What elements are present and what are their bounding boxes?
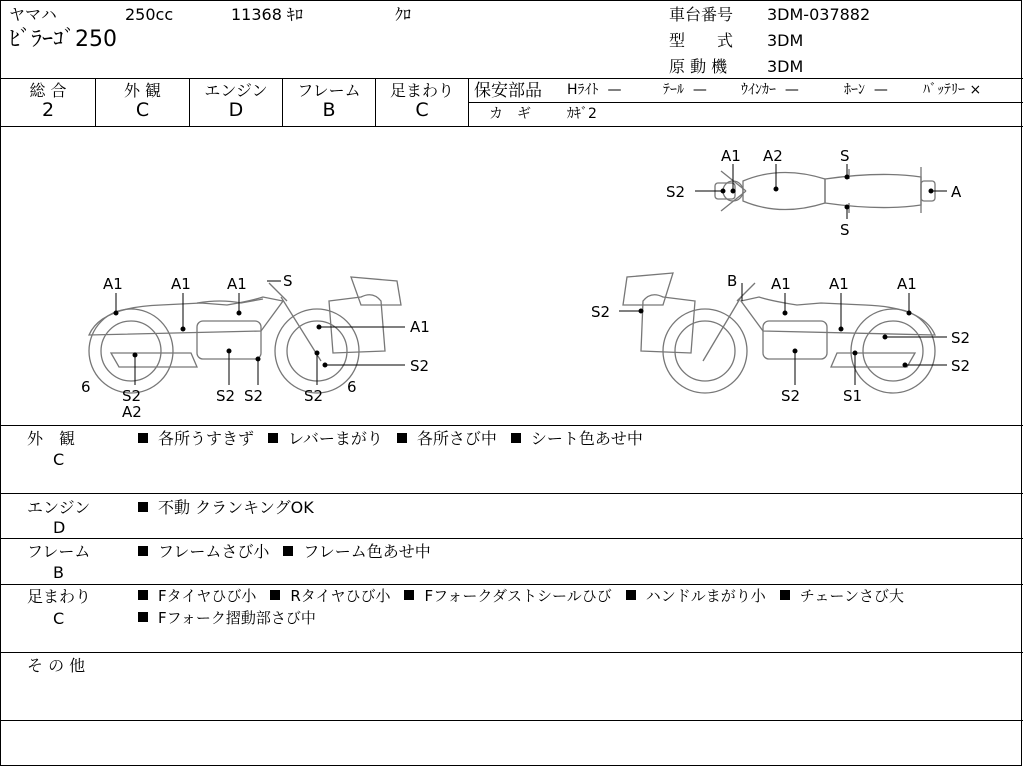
key-label: カ ギ <box>489 106 531 122</box>
note-suspension-items: Fタイヤひび小 Rタイヤひび小 Fフォークダストシールひび ハンドルまがり小 チェーンさび大 <box>138 589 918 604</box>
note-suspension-label: 足まわり <box>27 587 92 606</box>
diagram-label: A1 <box>410 318 430 336</box>
note-exterior-label: 外 観 <box>27 429 76 448</box>
displacement: 250cc <box>125 5 174 24</box>
diagram-label: 6 <box>347 378 357 396</box>
diagram-label: S2 <box>951 329 971 347</box>
engine-label: 原 動 機 <box>669 57 728 76</box>
diagram-label: S2 <box>216 387 236 405</box>
note-suspension-items-2: Fフォーク摺動部さび中 <box>138 611 330 626</box>
diagram-label: A1 <box>897 275 917 293</box>
engine-value: 3DM <box>767 57 804 76</box>
key-value: ｶｷﾞ2 <box>567 106 597 122</box>
diagram-label: S2 <box>781 387 801 405</box>
diagram-label: A <box>951 183 962 201</box>
note-exterior-items: 各所うすきず レバーまがり 各所さび中 シート色あせ中 <box>138 431 657 447</box>
diagram-label: B <box>727 272 738 290</box>
note-engine-label: エンジン <box>27 498 91 517</box>
diagram-label: S2 <box>951 357 971 375</box>
diagram-label: A2 <box>763 147 783 165</box>
diagram-label: S1 <box>843 387 863 405</box>
grade-total-value: 2 <box>41 99 55 121</box>
note-engine-items: 不動 クランキングOK <box>138 500 328 516</box>
grade-engine-label: エンジン <box>204 81 268 100</box>
top-view-bike <box>715 167 935 213</box>
note-frame-grade: B <box>53 563 64 582</box>
note-frame-label: フレーム <box>27 542 91 561</box>
diagram-label: S2 <box>591 303 611 321</box>
safety-label: 保安部品 <box>474 81 542 101</box>
grade-frame-label: フレーム <box>297 81 361 100</box>
grade-suspension-label: 足まわり <box>389 81 454 100</box>
grade-suspension-value: C <box>415 99 429 121</box>
grade-exterior-label: 外 観 <box>123 81 162 100</box>
diagram-label: S2 <box>244 387 264 405</box>
diagram-label: 6 <box>81 378 91 396</box>
maker: ヤマハ <box>9 5 57 24</box>
note-suspension-grade: C <box>53 609 65 628</box>
safety-horn: ﾎｰﾝ — <box>844 82 888 98</box>
divider <box>1 78 1023 79</box>
diagram-label: S2 <box>410 357 430 375</box>
safety-battery: ﾊﾞｯﾃﾘｰ × <box>923 82 982 98</box>
note-exterior-grade: C <box>53 450 65 469</box>
diagram-label: S <box>840 221 850 239</box>
left-side-bike <box>89 277 401 393</box>
note-engine-grade: D <box>53 518 66 537</box>
diagram-label: A1 <box>721 147 741 165</box>
diagram-label: A1 <box>771 275 791 293</box>
note-other-label: そ の 他 <box>27 656 86 675</box>
diagram-label: S <box>840 147 850 165</box>
frame-no-label: 車台番号 <box>669 5 734 24</box>
model-name: ﾋﾞﾗｰｺﾞ250 <box>9 27 117 52</box>
diagram-label: A2 <box>122 403 142 421</box>
diagram-label: A1 <box>829 275 849 293</box>
grade-total-label: 総 合 <box>29 81 67 100</box>
safety-headlight: Hﾗｲﾄ — <box>567 82 622 98</box>
grade-frame-value: B <box>322 99 336 121</box>
mileage: 11368 ｷﾛ <box>231 5 303 24</box>
grade-exterior-value: C <box>135 99 150 121</box>
diagram-label: S2 <box>122 387 142 405</box>
frame-no: 3DM-037882 <box>767 5 871 24</box>
diagram-label: A1 <box>227 275 247 293</box>
diagram-label: S2 <box>304 387 324 405</box>
diagram-label: A1 <box>171 275 191 293</box>
note-frame-items: フレームさび小 フレーム色あせ中 <box>138 544 445 560</box>
grade-engine-value: D <box>228 99 244 121</box>
damage-diagram <box>1 127 1023 425</box>
diagram-label: A1 <box>103 275 123 293</box>
safety-winker: ｳｲﾝｶｰ — <box>741 82 799 98</box>
safety-tail: ﾃｰﾙ — <box>663 82 707 98</box>
type-value: 3DM <box>767 31 804 50</box>
diagram-label: S <box>283 272 293 290</box>
type-label: 型 式 <box>669 31 734 50</box>
diagram-label: S2 <box>666 183 686 201</box>
color: ｸﾛ <box>395 5 412 24</box>
